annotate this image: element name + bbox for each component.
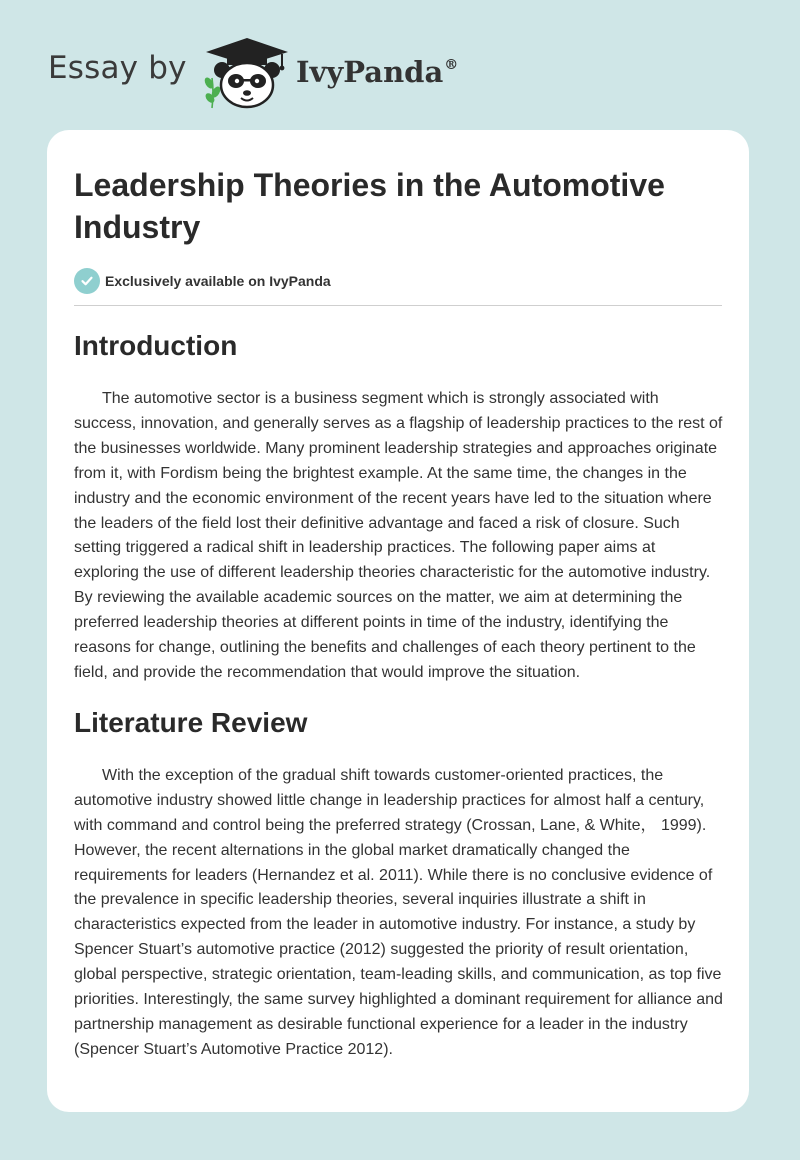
exclusive-badge xyxy=(74,267,721,295)
page-title: Leadership Theories in the Automotive Industry xyxy=(74,167,665,245)
essay-card xyxy=(47,130,749,1112)
badge-text: Exclusively available on IvyPanda xyxy=(105,273,331,289)
section-paragraph-literature-review: With the exception of the gradual shift towards customer-oriented practices, the automotive industry showed little change in leadership practices for almost half a century, with command and control being the preferred strategy (Crossan, Lane, & White， 1999). However, the recent alternations in the global market dramatically changed the requirements for leaders (Hernandez et al. 2011). While there is no conclusive evidence of the prevalence in specific leadership theories, several inquiries illustrate a shift in characteristics expected from the leader in automotive industry. For instance, a study by Spencer Stuart’s automotive practice (2012) suggested the priority of result orientation, global perspective, strategic orientation, team-leading skills, and communication, as top five priorities. Interestingly, the same survey highlighted a dominant requirement for alliance and partnership management as desirable functional experience for a leader in the industry (Spencer Stuart’s Automotive Practice 2012). xyxy=(74,766,723,1058)
divider xyxy=(74,305,722,306)
section-paragraph-introduction: The automotive sector is a business segment which is strongly associated with success, innovation, and generally serves as a flagship of leadership practices to the rest of the businesses worldwide. Many prominent leadership strategies and approaches originate from it, with Fordism being the brightest example. At the same time, the changes in the industry and the economic environment of the recent years have led to the situation where the leaders of the field lost their definitive advantage and faced a risk of closure. Such setting triggered a radical shift in leadership practices. The following paper aims at exploring the use of different leadership theories characteristic for the automotive industry. By reviewing the available academic sources on the matter, we aim at determining the preferred leadership theories at different points in time of the industry, identifying the reasons for change, outlining the benefits and challenges of each theory pertinent to the field, and provide the recommendation that would improve the situation. xyxy=(74,390,723,681)
panda-graduate-icon[interactable] xyxy=(200,34,294,110)
check-circle-icon xyxy=(74,268,100,294)
brand-prefix: Essay by xyxy=(48,50,187,86)
brand-name[interactable]: IvyPanda® xyxy=(296,55,459,89)
section-heading-introduction: Introduction xyxy=(74,330,238,361)
section-heading-literature-review: Literature Review xyxy=(74,706,308,738)
site-header xyxy=(0,0,800,118)
